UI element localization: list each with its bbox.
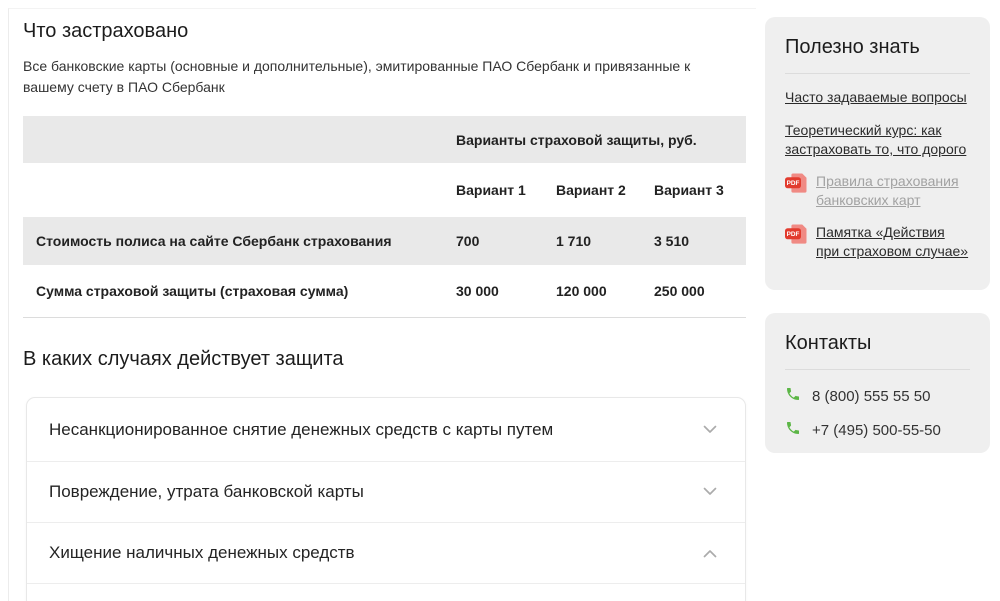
main-content — [8, 8, 756, 601]
insurance-options-table — [23, 116, 746, 318]
phone-row-moscow — [785, 420, 970, 441]
chevron-up-icon — [703, 544, 717, 562]
column-header-variant-1: Вариант 1 — [456, 182, 526, 198]
contacts-card — [765, 313, 990, 453]
cell-value: 250 000 — [654, 283, 705, 299]
cell-value: 700 — [456, 233, 480, 249]
accordion-item-label: Хищение наличных денежных средств — [49, 543, 355, 562]
table-group-header-row — [23, 116, 746, 163]
phone-icon — [785, 420, 801, 441]
section2-title: В каких случаях действует защита — [23, 348, 344, 370]
section-description: Все банковские карты (основные и дополнительные), эмитированные ПАО Сбербанк и привязанные к вашему счету в ПАО Сбербанк — [23, 58, 691, 95]
pdf-file-icon — [785, 173, 808, 198]
row-label: Сумма страховой защиты (страховая сумма) — [36, 283, 349, 299]
pdf-link-label: Памятка «Действия при страховом случае» — [816, 224, 969, 259]
faq-link[interactable]: Часто задаваемые вопросы — [785, 89, 967, 105]
divider — [785, 369, 970, 370]
accordion-item-label: Повреждение, утрата банковской карты — [49, 482, 364, 501]
page-title: Что застраховано — [23, 20, 189, 42]
table-group-header: Варианты страховой защиты, руб. — [456, 131, 697, 148]
contacts-card-title: Контакты — [785, 332, 872, 354]
svg-text:PDF: PDF — [786, 231, 800, 239]
coverage-accordion — [26, 397, 746, 601]
pdf-file-icon — [785, 224, 808, 249]
theory-course-link[interactable]: Теоретический курс: как застраховать то, что дорого — [785, 122, 967, 157]
row-label: Стоимость полиса на сайте Сбербанк страхования — [36, 233, 392, 249]
claim-actions-memo-pdf-link[interactable] — [785, 223, 970, 261]
phone-row-toll-free — [785, 386, 970, 407]
cell-value: 120 000 — [556, 283, 607, 299]
table-row-policy-cost — [23, 217, 746, 265]
svg-text:PDF: PDF — [786, 180, 800, 188]
accordion-item-label: Несанкционированное снятие денежных средств с карты путем — [49, 419, 554, 439]
accordion-item-cash-theft[interactable] — [27, 523, 745, 584]
column-header-variant-2: Вариант 2 — [556, 182, 626, 198]
phone-number[interactable]: 8 (800) 555 55 50 — [812, 388, 931, 405]
column-header-variant-3: Вариант 3 — [654, 182, 724, 198]
cell-value: 30 000 — [456, 283, 499, 299]
phone-icon — [785, 386, 801, 407]
table-row-coverage-sum — [23, 265, 746, 317]
cell-value: 3 510 — [654, 233, 690, 249]
accordion-item-card-damage-loss[interactable] — [27, 462, 745, 523]
pdf-link-label: Правила страхования банковских карт — [816, 173, 959, 208]
divider — [785, 73, 970, 74]
cell-value: 1 710 — [556, 233, 592, 249]
useful-to-know-card — [765, 17, 990, 290]
accordion-item-unauthorized-withdrawal[interactable] — [27, 398, 745, 462]
phone-number[interactable]: +7 (495) 500-55-50 — [812, 422, 941, 439]
table-column-header-row — [23, 163, 746, 217]
insurance-rules-pdf-link[interactable] — [785, 172, 970, 210]
chevron-down-icon — [703, 421, 717, 439]
useful-card-title: Полезно знать — [785, 36, 920, 58]
chevron-down-icon — [703, 483, 717, 501]
